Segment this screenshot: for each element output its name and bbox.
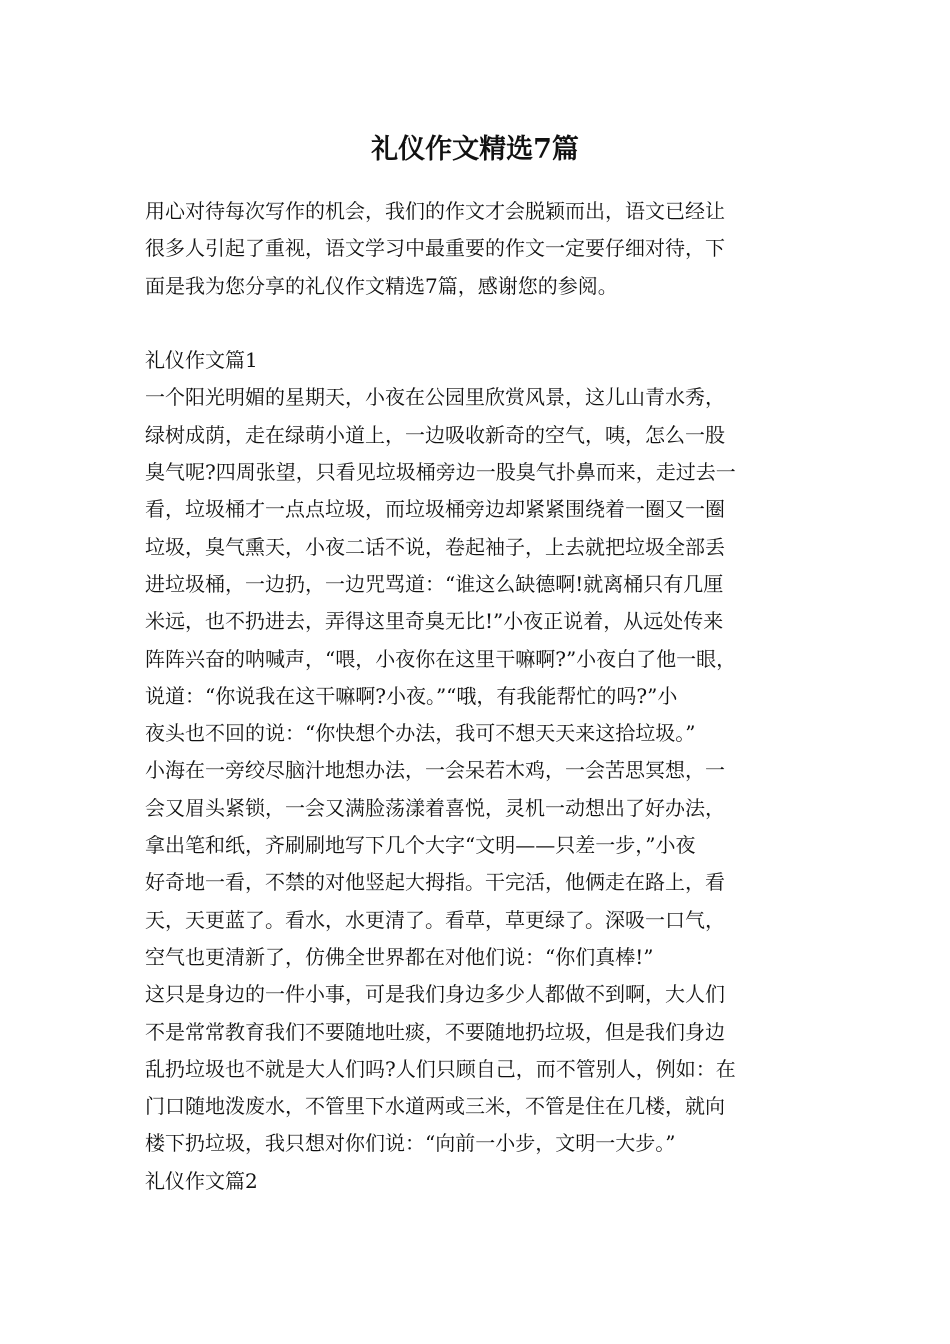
body-line: 不是常常教育我们不要随地吐痰，不要随地扔垃圾，但是我们身边 [145,1019,725,1044]
body-line: 小海在一旁绞尽脑汁地想办法，一会呆若木鸡，一会苦思冥想，一 [145,758,725,783]
body-line: 进垃圾桶，一边扔，一边咒骂道：“谁这么缺德啊!就离桶只有几厘 [145,571,724,596]
body-line: 看，垃圾桶才一点点垃圾，而垃圾桶旁边却紧紧围绕着一圈又一圈 [145,497,725,522]
body-line: 乱扔垃圾也不就是大人们吗?人们只顾自己，而不管别人，例如：在 [145,1056,736,1081]
body-line: 门口随地泼废水，不管里下水道两或三米，不管是住在几楼，就向 [145,1094,725,1119]
body-line: 这只是身边的一件小事，可是我们身边多少人都做不到啊，大人们 [145,982,725,1007]
body-line: 臭气呢?四周张望，只看见垃圾桶旁边一股臭气扑鼻而来，走过去一 [145,460,736,485]
paragraph-gap [145,305,821,342]
intro-line: 面是我为您分享的礼仪作文精选7篇，感谢您的参阅。 [145,273,618,298]
body-line: 夜头也不回的说：“你快想个办法，我可不想天天来这拾垃圾。” [145,721,696,746]
section-1-heading: 礼仪作文篇1 [145,348,258,373]
body-line: 一个阳光明媚的星期天，小夜在公园里欣赏风景，这儿山青水秀， [145,385,725,410]
body-line: 说道：“你说我在这干嘛啊?小夜。”“哦，有我能帮忙的吗?”小 [145,683,678,708]
body-line: 楼下扔垃圾，我只想对你们说：“向前一小步，文明一大步。” [145,1131,676,1156]
intro-paragraph [145,193,821,305]
intro-line: 很多人引起了重视，语文学习中最重要的作文一定要仔细对待，下 [145,236,725,261]
body-line: 会又眉头紧锁，一会又满脸荡漾着喜悦，灵机一动想出了好办法， [145,795,725,820]
intro-line: 用心对待每次写作的机会，我们的作文才会脱颖而出，语文已经让 [145,199,725,223]
body-line: 垃圾，臭气熏天，小夜二话不说，卷起袖子，上去就把垃圾全部丢 [145,534,725,559]
body-line: 好奇地一看，不禁的对他竖起大拇指。干完活，他俩走在路上，看 [145,870,725,895]
body-line: 米远，也不扔进去，弄得这里奇臭无比!”小夜正说着，从远处传来 [145,609,724,634]
body-line: 绿树成荫，走在绿萌小道上，一边吸收新奇的空气，咦，怎么一股 [145,422,725,447]
body-line: 阵阵兴奋的呐喊声，“喂，小夜你在这里干嘛啊?”小夜白了他一眼， [145,646,737,671]
section-2-heading: 礼仪作文篇2 [145,1168,258,1193]
section-1-body [145,379,821,1162]
document-body [145,193,821,1200]
body-line: 拿出笔和纸，齐刷刷地写下几个大字“文明——只差一步，”小夜 [145,833,696,858]
body-line: 空气也更清新了，仿佛全世界都在对他们说：“你们真棒!” [145,944,654,969]
document-title: 礼仪作文精选7篇 [371,134,579,165]
body-line: 天，天更蓝了。看水，水更清了。看草，草更绿了。深吸一口气， [145,907,725,932]
